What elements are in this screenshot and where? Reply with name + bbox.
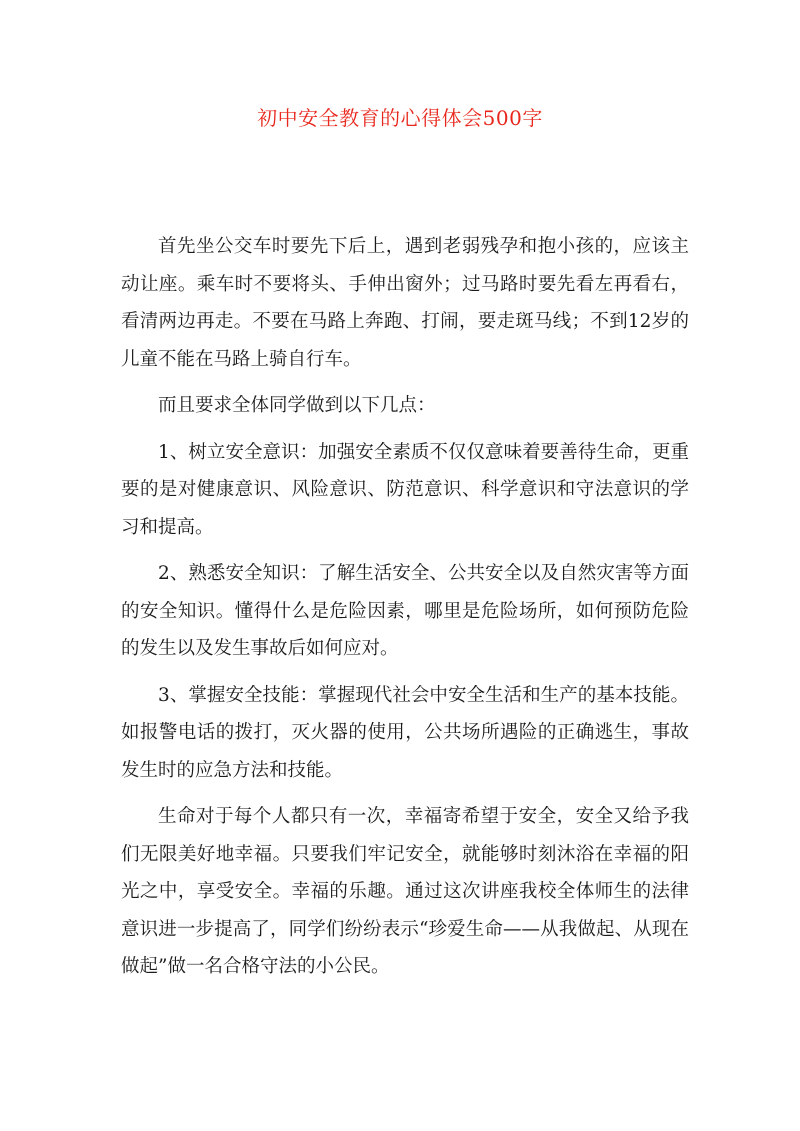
document-title: 初中安全教育的心得体会500字 [257, 106, 543, 130]
document-body [121, 228, 689, 995]
paragraph-conclusion: 生命对于每个人都只有一次，幸福寄希望于安全，安全又给予我们无限美好地幸福。只要我们牢记安全，就能够时刻沐浴在幸福的阳光之中，享受安全。幸福的乐趣。通过这次讲座我校全体师生的法律意识进一步提高了，同学们纷纷表示“珍爱生命——从我做起、从现在做起”做一名合格守法的小公民。 [121, 806, 689, 977]
paragraph-safety-knowledge: 2、熟悉安全知识：了解生活安全、公共安全以及自然灾害等方面的安全知识。懂得什么是危险因素，哪里是危险场所，如何预防危险的发生以及发生事故后如何应对。 [121, 563, 689, 659]
paragraph-bus-safety: 首先坐公交车时要先下后上，遇到老弱残孕和抱小孩的，应该主动让座。乘车时不要将头、手伸出窗外；过马路时要先看左再看右，看清两边再走。不要在马路上奔跑、打闹，要走斑马线；不到12岁的儿童不能在马路上骑自行车。 [121, 236, 689, 370]
paragraph-safety-awareness: 1、树立安全意识：加强安全素质不仅仅意味着要善待生命，更重要的是对健康意识、风险意识、防范意识、科学意识和守法意识的学习和提高。 [121, 441, 689, 538]
paragraph-safety-skills: 3、掌握安全技能：掌握现代社会中安全生活和生产的基本技能。如报警电话的拨打，灭火器的使用，公共场所遇险的正确逃生，事故发生时的应急方法和技能。 [121, 684, 689, 781]
paragraph-requirements-intro: 而且要求全体同学做到以下几点： [158, 395, 436, 416]
